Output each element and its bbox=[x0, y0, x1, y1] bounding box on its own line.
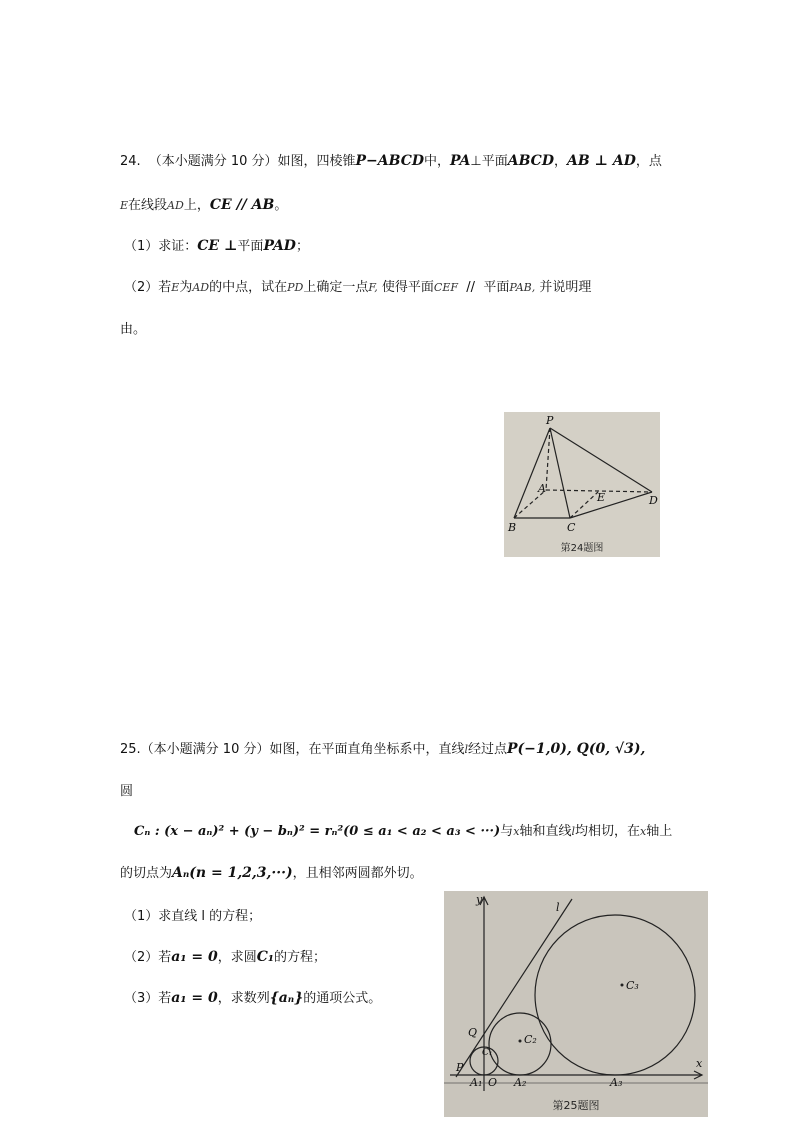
q24-var: PAB, bbox=[509, 281, 536, 294]
fig25-c1: C₁ bbox=[482, 1048, 493, 1058]
fig24-label-b: B bbox=[508, 521, 517, 534]
q25-an: Aₙ(n = 1,2,3,···) bbox=[172, 865, 293, 881]
q24-abcd: ABCD bbox=[507, 153, 554, 169]
q25-part-2 bbox=[124, 946, 326, 965]
q25-text: 的方程； bbox=[274, 950, 327, 965]
q24-text: ； bbox=[295, 239, 309, 254]
q25-text: 轴和直线 bbox=[519, 824, 572, 839]
q25-circle-word: 圆 bbox=[120, 784, 134, 799]
fig25-c2: C₂ bbox=[524, 1033, 537, 1046]
q25-circle-equation: Cₙ : (x − aₙ)² + (y − bₙ)² = rₙ²(0 ≤ a₁ < a₂ < a₃ < ···) bbox=[134, 824, 501, 839]
q25-var: x bbox=[640, 825, 647, 838]
figure-24-drawing bbox=[504, 412, 660, 557]
q24-part-2 bbox=[124, 276, 591, 295]
q25-math: {aₙ} bbox=[269, 990, 304, 1006]
q24-text: // bbox=[458, 280, 484, 295]
q24-var: AD bbox=[192, 281, 210, 294]
fig24-label-c: C bbox=[567, 521, 576, 534]
q25-text: ，求圆 bbox=[217, 950, 257, 965]
fig25-o: O bbox=[488, 1076, 498, 1089]
q24-var: AD bbox=[167, 199, 184, 212]
q25-part-1: （1）求直线 l 的方程； bbox=[124, 909, 262, 924]
q24-text: 平面 bbox=[237, 239, 264, 254]
fig25-q: Q bbox=[468, 1026, 478, 1039]
fig24-label-e: E bbox=[597, 491, 606, 504]
q24-ab-perp-ad: AB ⊥ AD bbox=[566, 153, 636, 169]
fig24-label-d: D bbox=[649, 494, 658, 507]
q24-math: CE ⊥ bbox=[197, 238, 238, 254]
q24-text: （1）求证： bbox=[124, 239, 198, 254]
figure-25-drawing bbox=[444, 891, 708, 1117]
q25-math: C₁ bbox=[256, 949, 275, 965]
q25-text: 25.（本小题满分 10 分）如图，在平面直角坐标系中，直线 bbox=[120, 742, 465, 757]
q25-line-1 bbox=[120, 738, 645, 757]
q25-text: 经过点 bbox=[468, 742, 508, 757]
q24-part-2-tail: 由。 bbox=[120, 322, 147, 337]
q24-line-1 bbox=[120, 150, 662, 169]
q25-var: l bbox=[464, 743, 469, 756]
q24-number: 24. bbox=[120, 154, 141, 169]
q25-math: a₁ = 0 bbox=[171, 949, 218, 965]
q25-text: 均相切，在 bbox=[574, 824, 640, 839]
fig25-a3: A₃ bbox=[610, 1076, 623, 1089]
q25-text: 与 bbox=[500, 824, 514, 839]
q24-var: F, bbox=[368, 281, 378, 294]
q25-var: l bbox=[571, 825, 575, 838]
fig25-axis-x: x bbox=[696, 1057, 703, 1070]
q24-line-2 bbox=[120, 194, 287, 213]
figure-25 bbox=[444, 891, 708, 1117]
fig25-axis-y: y bbox=[476, 893, 483, 906]
figure-24 bbox=[504, 412, 660, 557]
fig24-label-a: A bbox=[538, 482, 546, 495]
q24-part-1 bbox=[124, 235, 309, 254]
q24-header: （本小题满分 10 分）如图，四棱锥 bbox=[148, 154, 356, 169]
q24-var: E bbox=[171, 281, 180, 294]
fig25-a2: A₂ bbox=[514, 1076, 527, 1089]
q24-text: 上， bbox=[183, 198, 210, 213]
q24-text: ， bbox=[553, 154, 567, 169]
q25-text: 的切点为 bbox=[120, 866, 173, 881]
q25-points: P(−1,0), Q(0, √3), bbox=[507, 741, 646, 757]
q24-text: 为 bbox=[179, 280, 193, 295]
q24-math: PAD bbox=[263, 238, 296, 254]
fig24-caption: 第24题图 bbox=[560, 543, 604, 554]
q25-line-4 bbox=[120, 862, 423, 881]
q24-text: ，点 bbox=[635, 154, 662, 169]
q24-text: 在线段 bbox=[128, 198, 168, 213]
q24-var: PD bbox=[287, 281, 304, 294]
fig24-label-p: P bbox=[546, 414, 554, 427]
q24-text: 的中点，试在 bbox=[209, 280, 288, 295]
q24-text: 中， bbox=[424, 154, 451, 169]
q25-text: 轴上 bbox=[646, 824, 673, 839]
q25-text: 的通项公式。 bbox=[303, 991, 382, 1006]
q24-ce-parallel-ab: CE // AB bbox=[209, 197, 275, 213]
q25-text: ，求数列 bbox=[217, 991, 270, 1006]
q24-text: 。 bbox=[274, 198, 288, 213]
q25-var: x bbox=[513, 825, 520, 838]
q24-var: E bbox=[120, 199, 129, 212]
q24-text: 并说明理 bbox=[535, 280, 592, 295]
fig25-c3: C₃ bbox=[626, 979, 639, 992]
q24-text: 使得平面 bbox=[377, 280, 434, 295]
fig25-a1: A₁ bbox=[470, 1076, 483, 1089]
q25-text: （3）若 bbox=[124, 991, 172, 1006]
q25-math: a₁ = 0 bbox=[171, 990, 218, 1006]
q24-pyramid: P−ABCD bbox=[355, 153, 424, 169]
fig25-line-l: l bbox=[556, 901, 560, 914]
q24-var: CEF bbox=[433, 281, 459, 294]
q24-pa: PA bbox=[450, 153, 471, 169]
q24-text: ⊥平面 bbox=[470, 154, 508, 169]
fig25-caption: 第25题图 bbox=[552, 1099, 600, 1112]
q24-text: 上确定一点 bbox=[303, 280, 369, 295]
q24-text: （2）若 bbox=[124, 280, 172, 295]
fig25-p: P bbox=[456, 1061, 464, 1074]
q24-text: 平面 bbox=[483, 280, 510, 295]
q25-part-3 bbox=[124, 987, 381, 1006]
q25-text: ，且相邻两圆都外切。 bbox=[292, 866, 423, 881]
q25-circle-line bbox=[134, 820, 672, 839]
q25-text: （2）若 bbox=[124, 950, 172, 965]
